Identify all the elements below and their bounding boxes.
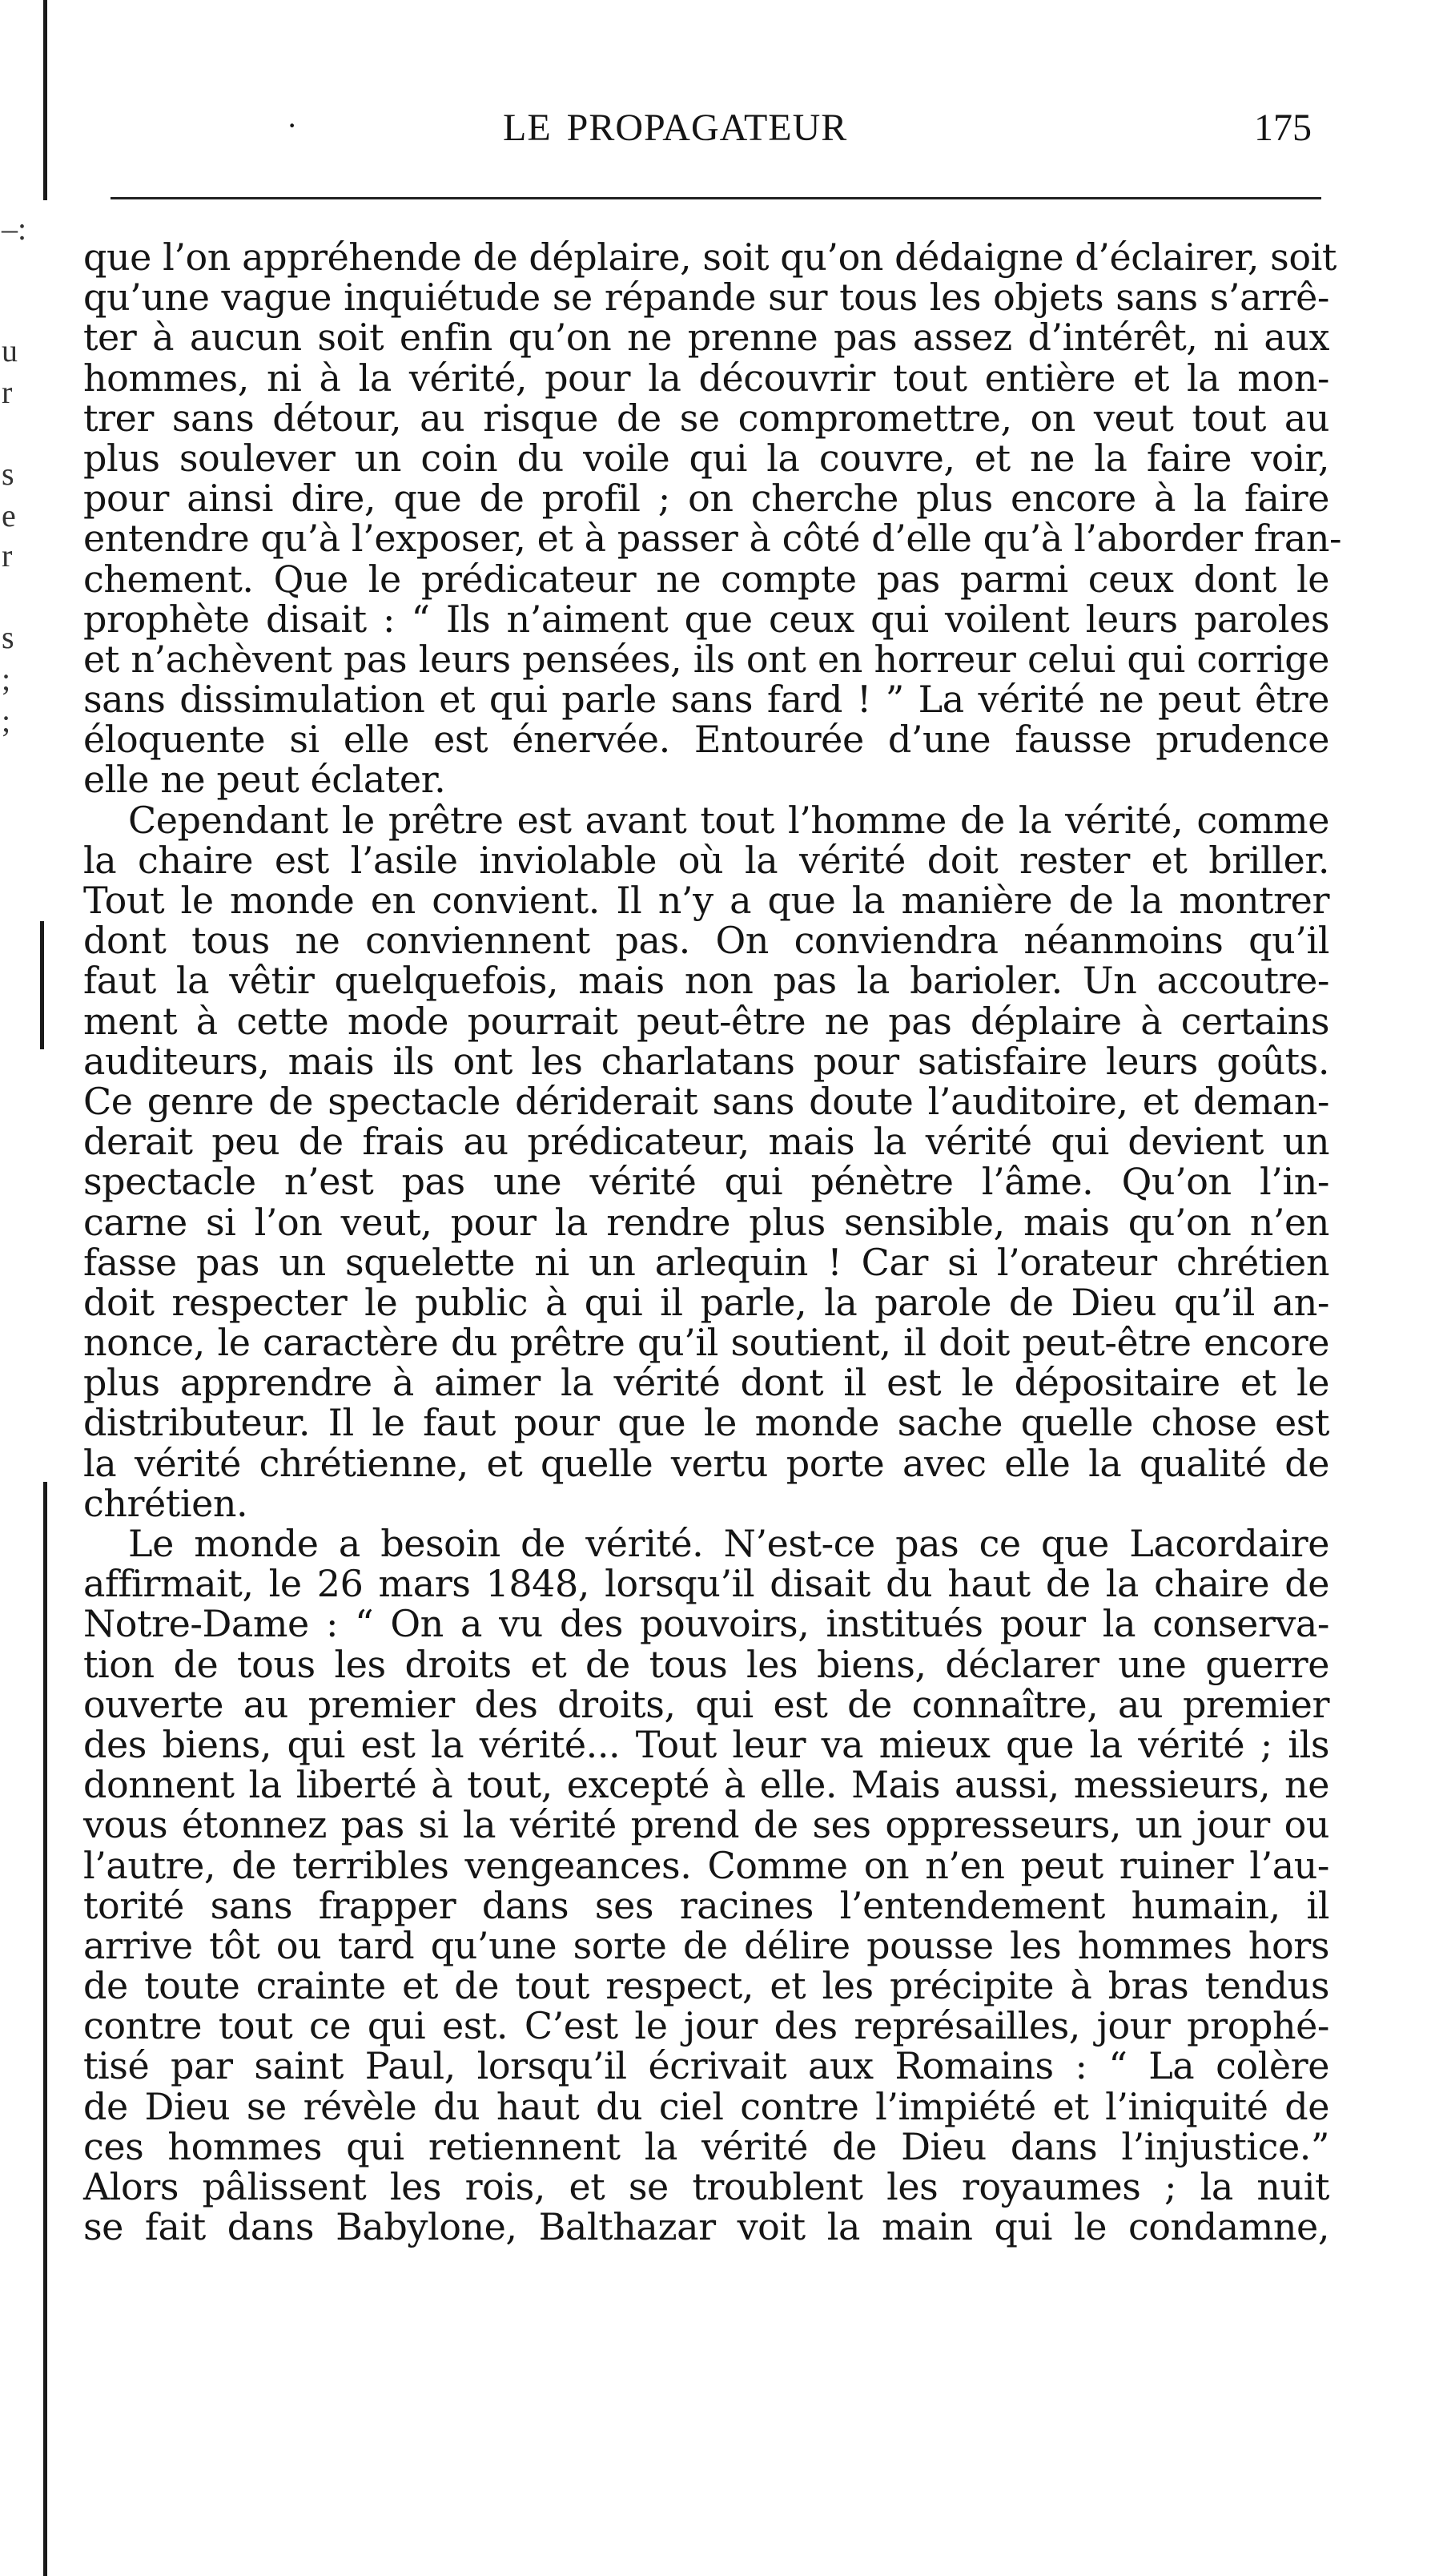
- text-line: vous étonnez pas si la vérité prend de ses oppresseurs, un jour ou: [83, 1803, 1329, 1847]
- text-line: l’autre, de terribles vengeances. Comme on n’en peut ruiner l’au-: [83, 1843, 1329, 1887]
- header-dot: ·: [287, 107, 298, 143]
- text-line: auditeurs, mais ils ont les charlatans pour satisfaire leurs goûts.: [83, 1039, 1329, 1083]
- text-line: la chaire est l’asile inviolable où la vérité doit rester et briller.: [83, 838, 1329, 882]
- text-line: ces hommes qui retiennent la vérité de Dieu dans l’injustice.”: [83, 2124, 1329, 2168]
- text-line: qu’une vague inquiétude se répande sur tous les objets sans s’arrê-: [83, 276, 1329, 320]
- text-line: doit respecter le public à qui il parle, la parole de Dieu qu’il an-: [83, 1280, 1329, 1324]
- text-line: Tout le monde en convient. Il n’y a que la manière de la montrer: [83, 879, 1329, 922]
- text-line: faut la vêtir quelquefois, mais non pas la barioler. Un accoutre-: [83, 959, 1329, 1003]
- edge-mark: s: [2, 456, 14, 492]
- running-head: [86, 103, 1312, 155]
- paragraph-start-line: Le monde a besoin de vérité. N’est-ce pas ce que Lacordaire: [128, 1522, 1329, 1565]
- text-line: pour ainsi dire, que de profil ; on cherche plus encore à la faire: [83, 477, 1329, 521]
- text-line: tisé par saint Paul, lorsqu’il écrivait aux Romains : “ La colère: [83, 2044, 1329, 2088]
- text-line: chement. Que le prédicateur ne compte pas parmi ceux dont le: [83, 557, 1329, 601]
- text-line: des biens, qui est la vérité... Tout leur va mieux que la vérité ; ils: [83, 1722, 1329, 1766]
- text-line: affirmait, le 26 mars 1848, lorsqu’il disait du haut de la chaire de: [83, 1562, 1329, 1606]
- page-number: 175: [1254, 107, 1312, 149]
- edge-mark: e: [2, 497, 16, 533]
- paragraph-start-line: Cependant le prêtre est avant tout l’homme de la vérité, comme: [128, 798, 1329, 842]
- text-line: la vérité chrétienne, et quelle vertu porte avec elle la qualité de: [83, 1441, 1329, 1485]
- text-line: fasse pas un squelette ni un arlequin ! Car si l’orateur chrétien: [83, 1240, 1329, 1284]
- paragraph-end-line: chrétien.: [83, 1481, 248, 1525]
- text-line: carne si l’on veut, pour la rendre plus sensible, mais qu’on n’en: [83, 1200, 1329, 1244]
- text-line: entendre qu’à l’exposer, et à passer à côté d’elle qu’à l’aborder fran-: [83, 517, 1342, 561]
- paragraph-end-line: elle ne peut éclater.: [83, 758, 446, 802]
- body-text: [83, 235, 1342, 2249]
- text-line: nonce, le caractère du prêtre qu’il soutient, il doit peut-être encore: [83, 1321, 1329, 1365]
- text-line: derait peu de frais au prédicateur, mais la vérité qui devient un: [83, 1120, 1329, 1164]
- text-line: contre tout ce qui est. C’est le jour des représailles, jour prophé-: [83, 2004, 1329, 2048]
- edge-mark: r: [2, 537, 13, 574]
- text-line: sans dissimulation et qui parle sans fard ! ” La vérité ne peut être: [83, 678, 1329, 722]
- text-line: se fait dans Babylone, Balthazar voit la main qui le condamne,: [83, 2205, 1329, 2249]
- text-line: ter à aucun soit enfin qu’on ne prenne pas assez d’intérêt, ni aux: [83, 316, 1329, 360]
- text-line: ouverte au premier des droits, qui est de connaître, au premier: [83, 1682, 1329, 1726]
- gutter-rule-bottom: [43, 1482, 47, 2576]
- text-line: que l’on appréhende de déplaire, soit qu’on dédaigne d’éclairer, soit: [83, 235, 1337, 279]
- text-line: spectacle n’est pas une vérité qui pénètre l’âme. Qu’on l’in-: [83, 1160, 1329, 1204]
- text-line: prophète disait : “ Ils n’aiment que ceux qui voilent leurs paroles: [83, 597, 1329, 641]
- text-line: distributeur. Il le faut pour que le monde sache quelle chose est: [83, 1401, 1329, 1445]
- text-line: de toute crainte et de tout respect, et les précipite à bras tendus: [83, 1964, 1329, 2008]
- edge-mark: u: [2, 332, 18, 368]
- text-line: torité sans frapper dans ses racines l’entendement humain, il: [83, 1883, 1329, 1927]
- text-line: trer sans détour, au risque de se compromettre, on veut tout au: [83, 396, 1329, 440]
- edge-mark: r: [2, 374, 13, 410]
- text-line: plus apprendre à aimer la vérité dont il est le dépositaire et le: [83, 1361, 1329, 1405]
- header-rule: [111, 197, 1321, 199]
- text-line: de Dieu se révèle du haut du ciel contre l’impiété et l’iniquité de: [83, 2084, 1329, 2128]
- text-line: Alors pâlissent les rois, et se troublent les royaumes ; la nuit: [83, 2165, 1329, 2208]
- edge-mark: ;: [2, 702, 11, 739]
- edge-mark: ;: [2, 661, 11, 697]
- text-line: dont tous ne conviennent pas. On conviendra néanmoins qu’il: [83, 919, 1329, 963]
- text-line: hommes, ni à la vérité, pour la découvrir tout entière et la mon-: [83, 356, 1329, 400]
- text-line: donnent la liberté à tout, excepté à elle. Mais aussi, messieurs, ne: [83, 1763, 1329, 1807]
- text-line: ment à cette mode pourrait peut-être ne pas déplaire à certains: [83, 999, 1329, 1043]
- edge-mark: –:: [2, 211, 27, 247]
- binding-edge: [0, 0, 74, 2576]
- text-line: tion de tous les droits et de tous les biens, déclarer une guerre: [83, 1642, 1329, 1686]
- edge-mark: s: [2, 619, 14, 655]
- page-title: LE PROPAGATEUR: [503, 107, 848, 149]
- gutter-rule-top: [43, 0, 47, 200]
- text-line: arrive tôt ou tard qu’une sorte de délire pousse les hommes hors: [83, 1923, 1329, 1967]
- gutter-rule-middle: [40, 921, 44, 1049]
- text-line: Notre-Dame : “ On a vu des pouvoirs, institués pour la conserva-: [83, 1602, 1329, 1646]
- text-line: éloquente si elle est énervée. Entourée d’une fausse prudence: [83, 718, 1329, 762]
- text-line: Ce genre de spectacle dériderait sans doute l’auditoire, et deman-: [83, 1079, 1329, 1123]
- text-line: et n’achèvent pas leurs pensées, ils ont en horreur celui qui corrige: [83, 637, 1329, 681]
- text-line: plus soulever un coin du voile qui la couvre, et ne la faire voir,: [83, 436, 1329, 480]
